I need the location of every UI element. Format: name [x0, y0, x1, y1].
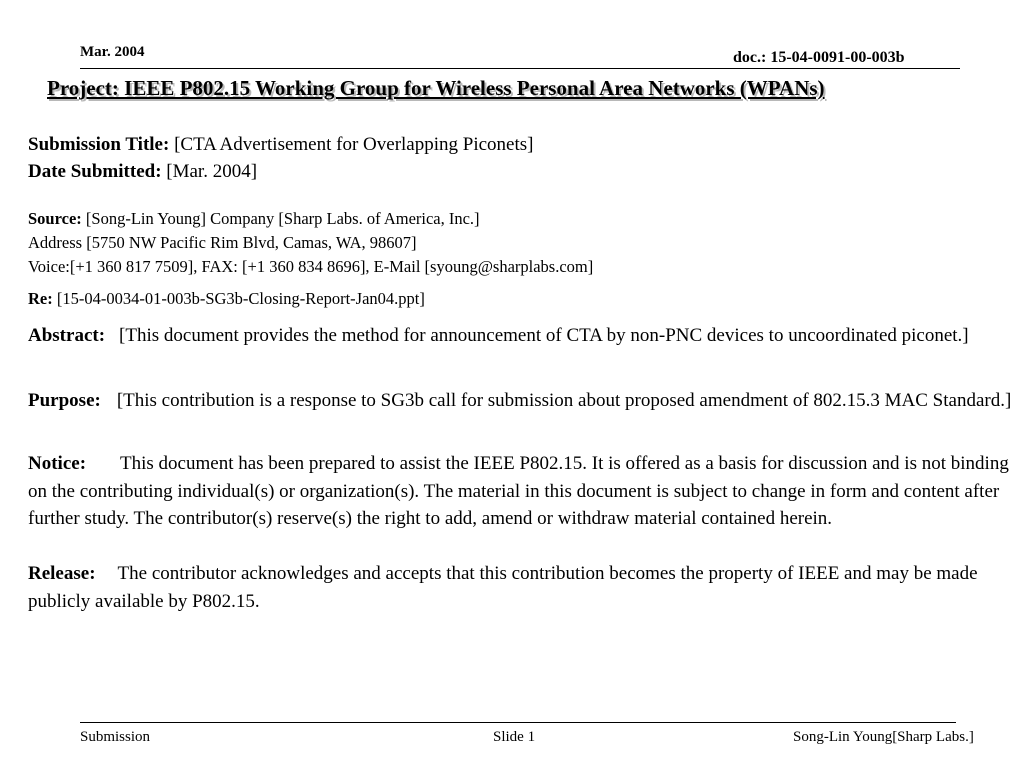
source-label: Source: — [28, 209, 82, 228]
abstract-label: Abstract: — [28, 325, 106, 346]
release-text: The contributor acknowledges and accepts that this contribution becomes the property of IEEE and may be made publicly available by P802.15. — [28, 563, 978, 612]
re-value: [15-04-0034-01-003b-SG3b-Closing-Report-Jan04.ppt] — [56, 289, 425, 308]
footer-author: Song-Lin Young[Sharp Labs.] — [793, 729, 974, 745]
release-label: Release: — [28, 563, 96, 584]
date-submitted-value: [Mar. 2004] — [166, 161, 258, 182]
date-submitted-line — [28, 161, 257, 183]
header-divider — [80, 68, 960, 69]
contact-line: Voice:[+1 360 817 7509], FAX: [+1 360 834 8696], E-Mail [syoung@sharplabs.com] — [28, 257, 594, 276]
purpose-label: Purpose: — [28, 390, 101, 411]
purpose-paragraph — [28, 387, 1018, 415]
release-paragraph — [28, 560, 1018, 615]
date-submitted-label: Date Submitted: — [28, 161, 162, 182]
abstract-paragraph — [28, 322, 1018, 350]
source-line — [28, 209, 480, 229]
header-doc-number: doc.: 15-04-0091-00-003b — [733, 49, 905, 66]
submission-title-label: Submission Title: — [28, 134, 170, 155]
footer-divider — [80, 722, 956, 723]
footer-submission: Submission — [80, 729, 151, 745]
submission-title-line — [28, 134, 533, 156]
re-line — [28, 289, 425, 309]
notice-text: This document has been prepared to assist the IEEE P802.15. It is offered as a basis for discussion and is not binding on the contributing individual(s) or organization(s). The material in this document is subject to change in form and content after further study. The contributor(s) reserve(s) the right to add, amend or withdraw material contained herein. — [28, 453, 1009, 529]
purpose-text: [This contribution is a response to SG3b call for submission about proposed amendment of 802.15.3 MAC Standard.] — [116, 390, 1012, 411]
notice-label: Notice: — [28, 453, 87, 474]
abstract-text: [This document provides the method for announcement of CTA by non-PNC devices to uncoordinated piconet.] — [119, 325, 969, 346]
source-value: [Song-Lin Young] Company [Sharp Labs. of America, Inc.] — [85, 209, 480, 228]
address-line: Address [5750 NW Pacific Rim Blvd, Camas, WA, 98607] — [28, 233, 417, 252]
re-label: Re: — [28, 289, 53, 308]
header-date: Mar. 2004 — [80, 44, 145, 60]
submission-title-value: [CTA Advertisement for Overlapping Piconets] — [174, 134, 534, 155]
footer-slide-number: Slide 1 — [493, 729, 536, 745]
notice-paragraph — [28, 450, 1018, 533]
project-title: Project: IEEE P802.15 Working Group for Wireless Personal Area Networks (WPANs) — [47, 76, 825, 100]
